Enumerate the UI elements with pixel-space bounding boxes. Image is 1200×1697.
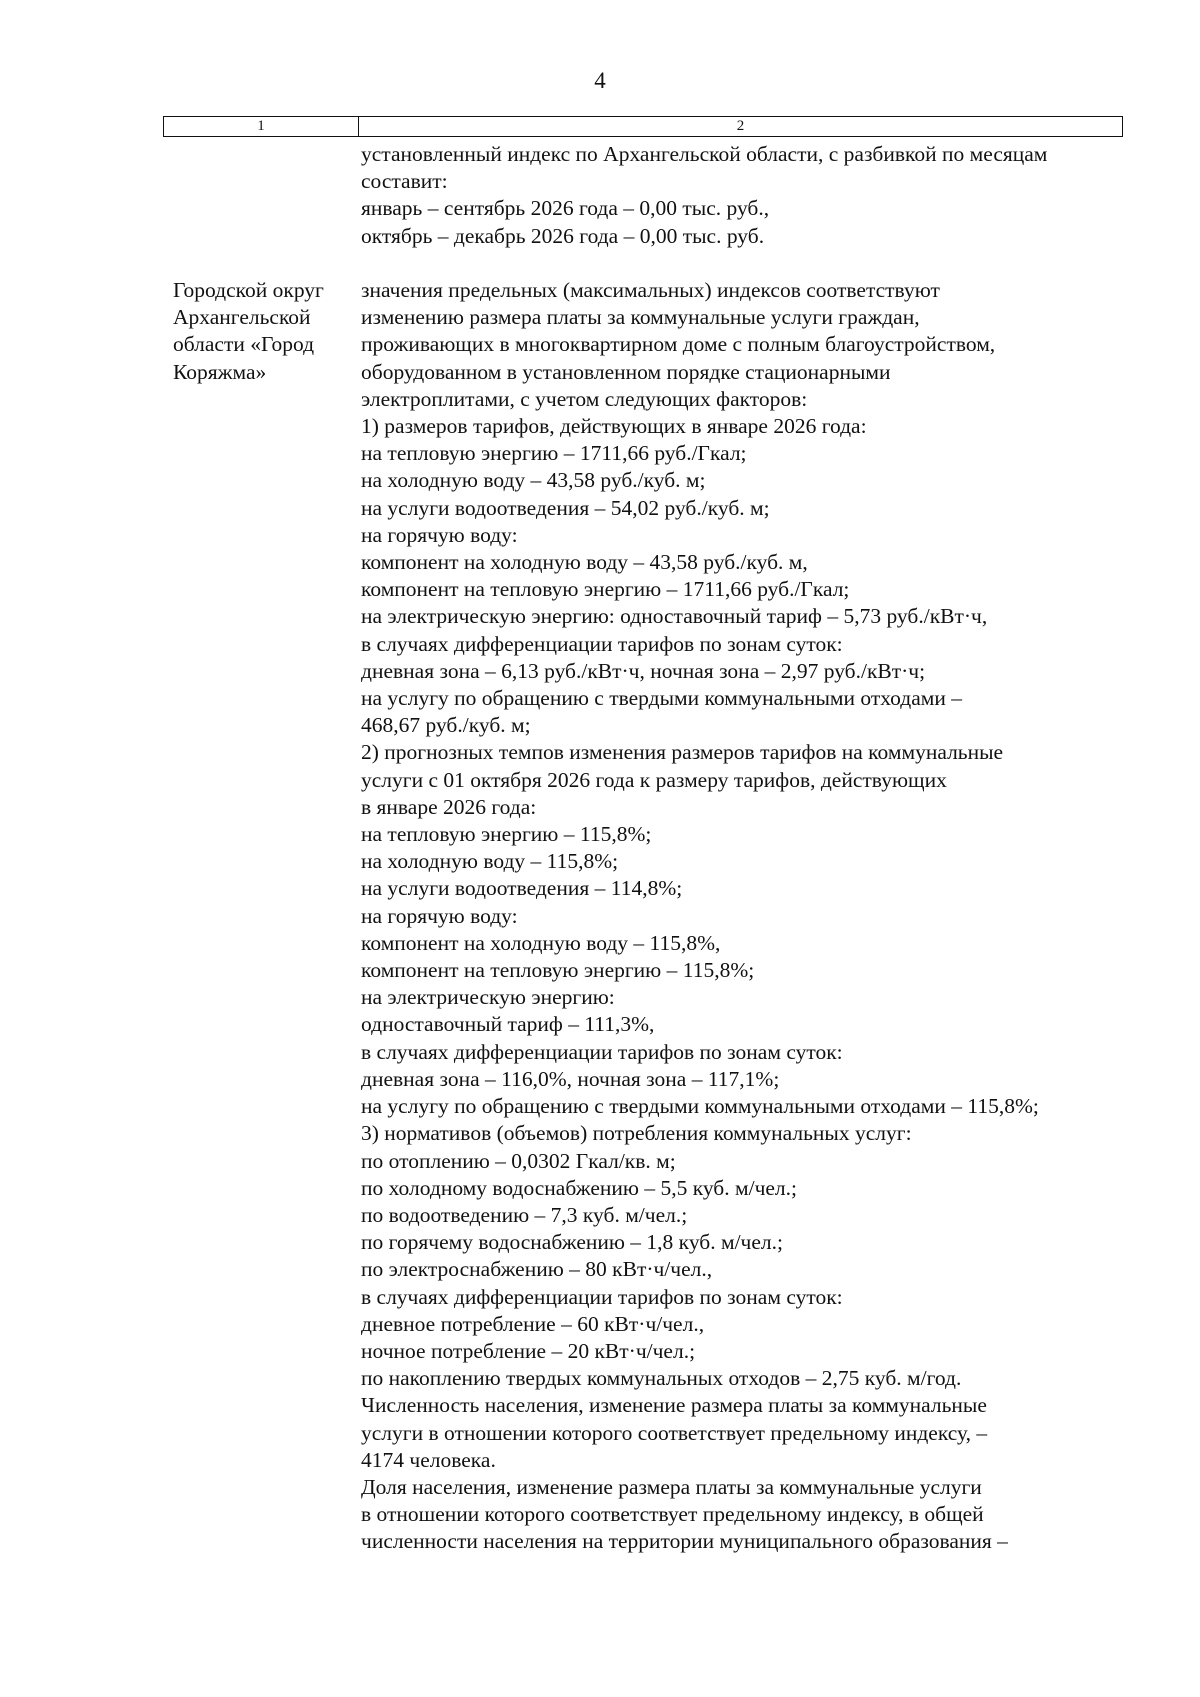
text-line: услуги с 01 октября 2026 года к размеру тарифов, действующих <box>361 767 947 792</box>
text-line: по холодному водоснабжению – 5,5 куб. м/чел.; <box>361 1175 798 1200</box>
municipality-cell <box>163 141 357 250</box>
text-line: по отоплению – 0,0302 Гкал/кв. м; <box>361 1148 676 1173</box>
text-line: на тепловую энергию – 1711,66 руб./Гкал; <box>361 441 747 466</box>
text-line: на электрическую энергию: одноставочный тариф – 5,73 руб./кВт·ч, <box>361 604 988 629</box>
text-line: значения предельных (максимальных) индексов соответствуют <box>361 278 940 302</box>
text-line: Численность населения, изменение размера платы за коммунальные <box>361 1393 987 1418</box>
text-line: на холодную воду – 43,58 руб./куб. м; <box>361 468 706 493</box>
text-line: на холодную воду – 115,8%; <box>361 849 619 874</box>
table-header-row <box>163 116 1123 137</box>
text-line: в случаях дифференциации тарифов по зонам суток: <box>361 631 843 656</box>
municipality-name-line: Коряжма» <box>173 359 267 384</box>
text-line: в случаях дифференциации тарифов по зонам суток: <box>361 1039 843 1064</box>
text-line: услуги в отношении которого соответствует предельному индексу, – <box>361 1420 988 1445</box>
municipality-cell <box>163 277 357 1556</box>
municipality-name-line: Городской округ <box>173 278 324 302</box>
text-line: в случаях дифференциации тарифов по зонам суток: <box>361 1284 843 1309</box>
text-line: 2) прогнозных темпов изменения размеров тарифов на коммунальные <box>361 740 1004 765</box>
text-line: январь – сентябрь 2026 года – 0,00 тыс. руб., <box>361 196 770 221</box>
table-row <box>163 277 1123 1556</box>
text-line: компонент на холодную воду – 115,8%, <box>361 930 721 955</box>
text-line: дневная зона – 6,13 руб./кВт·ч, ночная зона – 2,97 руб./кВт·ч; <box>361 658 926 683</box>
text-line: ночное потребление – 20 кВт·ч/чел.; <box>361 1338 696 1363</box>
text-line: электроплитами, с учетом следующих факторов: <box>361 386 808 411</box>
text-line: на услуги водоотведения – 114,8%; <box>361 876 683 901</box>
text-line: численности населения на территории муниципального образования – <box>361 1529 1008 1554</box>
table-header-col2: 2 <box>736 118 745 134</box>
text-line: по водоотведению – 7,3 куб. м/чел.; <box>361 1202 688 1227</box>
text-line: компонент на холодную воду – 43,58 руб./куб. м, <box>361 550 808 575</box>
text-line: одноставочный тариф – 111,3%, <box>361 1012 655 1037</box>
text-line: дневное потребление – 60 кВт·ч/чел., <box>361 1311 705 1336</box>
text-line: на услугу по обращению с твердыми коммунальными отходами – <box>361 686 963 711</box>
text-line: компонент на тепловую энергию – 115,8%; <box>361 958 755 983</box>
description-cell <box>357 141 1123 250</box>
text-line: дневная зона – 116,0%, ночная зона – 117,1%; <box>361 1066 780 1091</box>
table-row <box>163 141 1123 250</box>
text-line: проживающих в многоквартирном доме с полным благоустройством, <box>361 332 996 357</box>
table-header-col1: 1 <box>164 117 359 136</box>
municipality-name-line: Архангельской <box>173 305 311 330</box>
text-line: на электрическую энергию: <box>361 985 615 1010</box>
text-line: по горячему водоснабжению – 1,8 куб. м/чел.; <box>361 1230 783 1255</box>
text-line: изменению размера платы за коммунальные услуги граждан, <box>361 305 920 330</box>
text-line: на горячую воду: <box>361 522 518 547</box>
text-line: Доля населения, изменение размера платы за коммунальные услуги <box>361 1474 982 1499</box>
text-line: компонент на тепловую энергию – 1711,66 руб./Гкал; <box>361 577 850 602</box>
page-number: 4 <box>594 68 606 93</box>
text-line: на горячую воду: <box>361 903 518 928</box>
text-line: октябрь – декабрь 2026 года – 0,00 тыс. руб. <box>361 223 765 248</box>
text-line: на услуги водоотведения – 54,02 руб./куб. м; <box>361 495 770 520</box>
municipality-name-line: области «Город <box>173 332 315 357</box>
description-cell <box>357 277 1123 1556</box>
text-line: в январе 2026 года: <box>361 794 537 819</box>
text-line: 3) нормативов (объемов) потребления коммунальных услуг: <box>361 1121 912 1146</box>
text-line: по электроснабжению – 80 кВт·ч/чел., <box>361 1257 713 1282</box>
text-line: установленный индекс по Архангельской области, с разбивкой по месяцам <box>361 142 1048 166</box>
text-line: составит: <box>361 169 448 194</box>
text-line: по накоплению твердых коммунальных отходов – 2,75 куб. м/год. <box>361 1366 962 1391</box>
text-line: оборудованном в установленном порядке стационарными <box>361 359 891 384</box>
text-line: 4174 человека. <box>361 1447 496 1472</box>
text-line: в отношении которого соответствует предельному индексу, в общей <box>361 1502 984 1527</box>
text-line: 468,67 руб./куб. м; <box>361 713 531 738</box>
text-line: на тепловую энергию – 115,8%; <box>361 822 652 847</box>
text-line: 1) размеров тарифов, действующих в январе 2026 года: <box>361 414 867 439</box>
text-line: на услугу по обращению с твердыми коммунальными отходами – 115,8%; <box>361 1094 1039 1119</box>
